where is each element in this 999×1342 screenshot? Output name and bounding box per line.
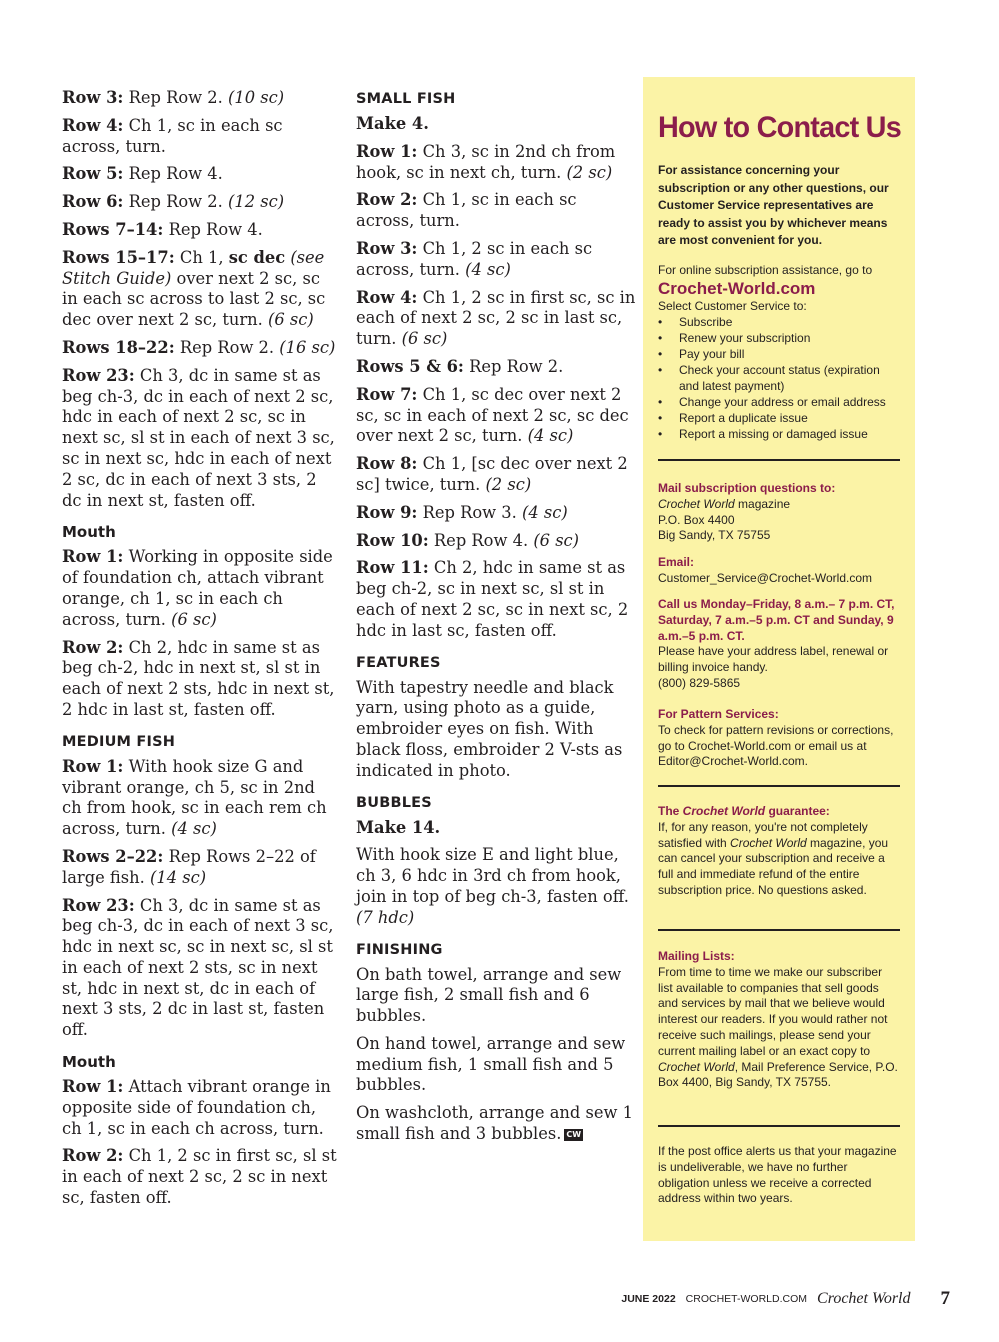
instruction-row: Row 5: Rep Row 4. (62, 164, 223, 184)
call-heading: Call us Monday–Friday, 8 a.m.– 7 p.m. CT, Saturday, 7 a.m.–5 p.m. CT and Sunday, 9 a.m.–5 p.m. CT. (658, 597, 895, 643)
guarantee-text: If, for any reason, you're not completely satisfied with Crochet World magazine, you can cancel your subscription and receive a full and immediate refund of the entire subscription price. No questions asked. (658, 819, 889, 897)
page-footer (560, 1288, 950, 1312)
mail-heading: Mail subscription questions to: (658, 481, 836, 495)
guarantee-block (658, 804, 900, 899)
service-list-item: • Pay your bill (658, 346, 900, 362)
service-list (658, 314, 900, 442)
instruction-row: Row 3: Rep Row 2. (10 sc) (62, 88, 285, 107)
online-assistance (658, 263, 900, 442)
call-block (658, 597, 900, 692)
sidebar-intro: For assistance concerning your subscription or any other questions, our Customer Service representatives are ready to assist you by whichever means are most convenient for you. (658, 163, 889, 247)
instruction-row: With hook size E and light blue, ch 3, 6 hdc in 3rd ch from hook, join in top of beg ch-3, fasten off. (7 hdc) (356, 845, 629, 927)
select-line: Select Customer Service to: (658, 298, 807, 313)
mailing-lists-block (658, 949, 900, 1091)
mail-name: Crochet World magazine (658, 496, 791, 511)
make-count: Make 14. (356, 817, 441, 837)
instruction-row: Row 23: Ch 3, dc in same st as beg ch-3, dc in each of next 3 sc, hdc in next sc, sc in next sc, sl st in each of next 2 sts, sc in next st, hdc in next st, dc in each of next 3 sts, 2 dc in last st, fasten off. (62, 895, 334, 1040)
instruction-row: Row 7: Ch 1, sc dec over next 2 sc, sc in each of next 2 sc, sc dec over next 2 sc, turn. (4 sc) (356, 384, 629, 446)
service-list-item: • Change your address or email address (658, 394, 900, 410)
instruction-row: Rows 2–22: Rep Rows 2–22 of large fish. (14 sc) (62, 846, 316, 887)
footer-magazine: Crochet World (817, 1290, 911, 1307)
divider (658, 929, 900, 931)
section-heading-finishing: FINISHING (356, 941, 443, 958)
features-text: With tapestry needle and black yarn, using photo as a guide, embroider eyes on fish. With black floss, embroider 2 V-sts as indicated in photo. (356, 677, 623, 780)
call-text: Please have your address label, renewal or billing invoice handy. (658, 644, 889, 675)
instruction-row: Row 4: Ch 1, 2 sc in first sc, sc in each of next 2 sc, 2 sc in last sc, turn. (6 sc) (356, 287, 636, 349)
service-list-item: • Subscribe (658, 314, 900, 330)
instruction-row: Rows 7–14: Rep Row 4. (62, 219, 263, 239)
instruction-row: Row 9: Rep Row 3. (4 sc) (356, 502, 568, 522)
finishing-text: On washcloth, arrange and sew 1 small fish and 3 bubbles. CW (356, 1103, 633, 1144)
pattern-heading: For Pattern Services: (658, 707, 779, 721)
service-list-item: • Report a missing or damaged issue (658, 426, 900, 442)
online-line: For online subscription assistance, go to (658, 263, 873, 277)
instruction-row: Row 1: Working in opposite side of foundation ch, attach vibrant orange, ch 1, sc in each ch across, turn. (6 sc) (62, 547, 333, 629)
instruction-row: Row 8: Ch 1, [sc dec over next 2 sc] twice, turn. (2 sc) (356, 454, 628, 494)
contact-sidebar (643, 77, 915, 1241)
footer-date: JUNE 2022 (621, 1293, 676, 1305)
instruction-row: Row 10: Rep Row 4. (6 sc) (356, 530, 580, 550)
mail-box: P.O. Box 4400 (658, 512, 735, 527)
pattern-column-middle (356, 88, 636, 1152)
mail-city: Big Sandy, TX 75755 (658, 528, 771, 543)
site-link[interactable]: Crochet-World.com (658, 278, 816, 298)
instruction-row: Row 1: Attach vibrant orange in opposite side of foundation ch, ch 1, sc in each ch across, turn. (62, 1077, 331, 1138)
email-block (658, 555, 900, 587)
page-number: 7 (940, 1288, 950, 1309)
section-heading-medium-fish: MEDIUM FISH (62, 733, 176, 750)
finishing-text: On bath towel, arrange and sew large fish, 2 small fish and 6 bubbles. (356, 964, 622, 1026)
mail-block (658, 481, 900, 544)
section-heading-mouth: Mouth (62, 523, 116, 542)
pattern-services-block (658, 707, 900, 770)
instruction-row: Row 23: Ch 3, dc in same st as beg ch-3, dc in each of next 2 sc, hdc in each of next 2 sc, sc in next sc, sl st in each of next 3 sc, sc in next sc, hdc in each of next 2 sc, dc in each of next 3 sts, 2 dc in next st, fasten off. (62, 365, 335, 510)
instruction-row: Rows 15–17: Ch 1, sc dec (see Stitch Guide) over next 2 sc, sc in each sc across to last 2 sc, sc dec over next 2 sc, turn. (6 sc) (62, 247, 326, 330)
divider (658, 459, 900, 461)
instruction-row: Row 6: Rep Row 2. (12 sc) (62, 192, 285, 212)
pattern-column-left (62, 88, 337, 1216)
section-heading-bubbles: BUBBLES (356, 794, 432, 811)
divider (658, 1125, 900, 1127)
make-count: Make 4. (356, 114, 429, 133)
email-heading: Email: (658, 555, 695, 569)
post-office-block (658, 1144, 900, 1207)
footer-site: CROCHET-WORLD.COM (685, 1293, 808, 1305)
section-heading-small-fish: SMALL FISH (356, 91, 456, 107)
instruction-row: Row 4: Ch 1, sc in each sc across, turn. (62, 115, 283, 156)
instruction-row: Rows 18–22: Rep Row 2. (16 sc) (62, 337, 336, 357)
section-heading-mouth: Mouth (62, 1053, 116, 1072)
service-list-item: • Report a duplicate issue (658, 410, 900, 426)
service-list-item: • Check your account status (expiration and latest payment) (658, 362, 900, 394)
guarantee-heading: The Crochet World guarantee: (658, 804, 830, 818)
finishing-text: On hand towel, arrange and sew medium fish, 1 small fish and 5 bubbles. (356, 1033, 626, 1095)
instruction-row: Row 1: With hook size G and vibrant orange, ch 5, sc in 2nd ch from hook, sc in each rem ch across, turn. (4 sc) (62, 756, 327, 839)
service-list-item: • Renew your subscription (658, 330, 900, 346)
pattern-text: To check for pattern revisions or corrections, go to Crochet-World.com or email us at Editor@Crochet-World.com. (658, 722, 894, 769)
instruction-row: Row 1: Ch 3, sc in 2nd ch from hook, sc in next ch, turn. (2 sc) (356, 141, 616, 182)
instruction-row: Row 11: Ch 2, hdc in same st as beg ch-2, sc in next sc, sl st in each of next 2 sc, sc in next sc, 2 hdc in last sc, fasten off. (356, 558, 629, 640)
post-office-text: If the post office alerts us that your magazine is undeliverable, we have no further obligation unless we receive a corrected address within two years. (658, 1144, 897, 1206)
phone-number[interactable]: (800) 829-5865 (658, 675, 741, 690)
lists-heading: Mailing Lists: (658, 949, 735, 963)
divider (658, 785, 900, 787)
end-mark-icon: CW (566, 1130, 582, 1140)
instruction-row: Row 2: Ch 2, hdc in same st as beg ch-2, hdc in next st, sl st in each of next 2 sts, hdc in next st, 2 hdc in last st, fasten off. (62, 637, 335, 719)
section-heading-features: FEATURES (356, 654, 441, 671)
instruction-row: Row 2: Ch 1, 2 sc in first sc, sl st in each of next 2 sc, 2 sc in next sc, fasten off. (62, 1146, 337, 1208)
lists-text: From time to time we make our subscriber list available to companies that sell goods and services by mail that we believe would interest our readers. If you would rather not receive such mailings, please send your current mailing label or an exact copy to Crochet World, Mail Preference Service, P.O. Box 4400, Big Sandy, TX 75755. (658, 964, 898, 1090)
email-address[interactable]: Customer_Service@Crochet-World.com (658, 570, 873, 585)
instruction-row: Rows 5 & 6: Rep Row 2. (356, 356, 564, 376)
instruction-row: Row 2: Ch 1, sc in each sc across, turn. (356, 190, 577, 231)
instruction-row: Row 3: Ch 1, 2 sc in each sc across, turn. (4 sc) (356, 238, 593, 279)
sidebar-title: How to Contact Us (658, 111, 901, 144)
